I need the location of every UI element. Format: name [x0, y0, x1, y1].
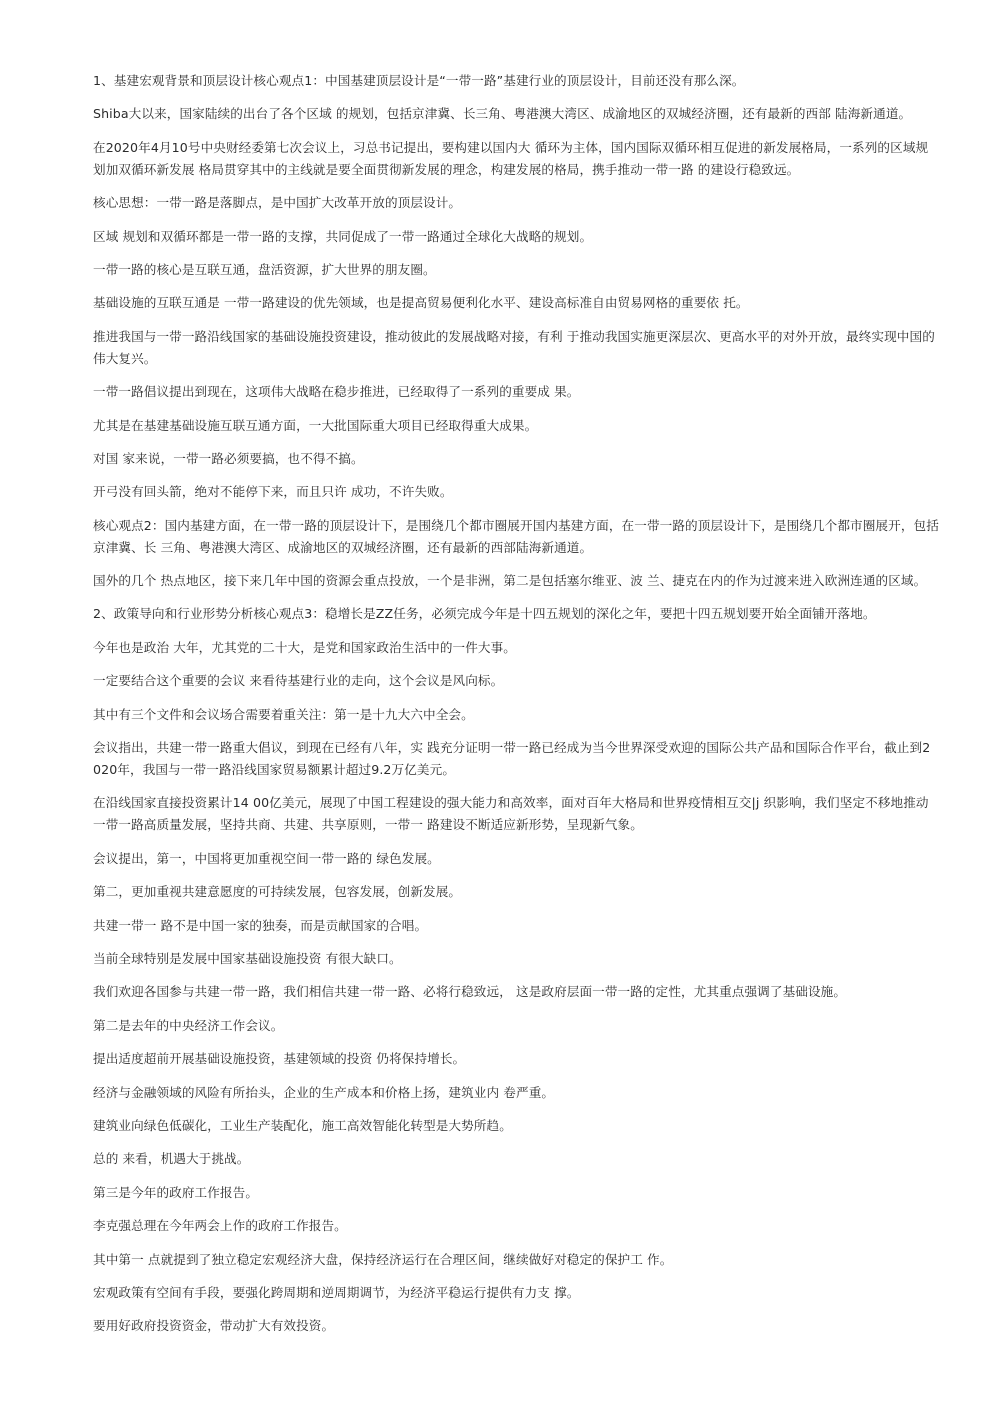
paragraph: 1、基建宏观背景和顶层设计核心观点1：中国基建顶层设计是“一带一路”基建行业的顶层设计，目前还没有那么深。: [93, 73, 745, 88]
paragraph: 宏观政策有空间有手段，要强化跨周期和逆周期调节，为经济平稳运行提供有力支 撑。: [93, 1284, 580, 1300]
paragraph: 要用好政府投资资金，带动扩大有效投资。: [93, 1318, 335, 1334]
paragraph: 总的 来看，机遇大于挑战。: [93, 1151, 250, 1167]
paragraph: 其中第一 点就提到了独立稳定宏观经济大盘，保持经济运行在合理区间，继续做好对稳定的保护工 作。: [93, 1251, 673, 1267]
paragraph: 一定要结合这个重要的会议 来看待基建行业的走向，这个会议是风向标。: [93, 673, 504, 689]
paragraph: 第二，更加重视共建意愿度的可持续发展，包容发展，创新发展。: [93, 884, 462, 900]
paragraph: 第二是去年的中央经济工作会议。: [93, 1017, 284, 1033]
paragraph: 当前全球特别是发展中国家基础设施投资 有很大缺口。: [93, 950, 402, 966]
paragraph: Shiba大以来，国家陆续的出台了各个区域 的规划，包括京津冀、长三角、粤港澳大湾区、成渝地区的双城经济圈，还有最新的西部 陆海新通道。: [93, 106, 912, 122]
paragraph: 建筑业向绿色低碳化，工业生产装配化，施工高效智能化转型是大势所趋。: [93, 1117, 512, 1133]
paragraph: 2、政策导向和行业形势分析核心观点3：稳增长是ZZ任务，必须完成今年是十四五规划的深化之年，要把十四五规划要开始全面铺开落地。: [93, 606, 876, 622]
paragraph: 会议指出，共建一带一路重大倡议，到现在已经有八年，实 践充分证明一带一路已经成为当今世界深受欢迎的国际公共产品和国际合作平台，截止到2 020年，我国与一带一路沿线国家贸易额累计超过9.2万亿美元。: [93, 740, 931, 778]
paragraph: 一带一路的核心是互联互通，盘活资源，扩大世界的朋友圈。: [93, 261, 436, 277]
paragraph: 第三是今年的政府工作报告。: [93, 1184, 259, 1200]
paragraph: 在2020年4月10号中央财经委第七次会议上，习总书记提出，要构建以国内大 循环为主体，国内国际双循环相互促进的新发展格局，一系列的区域规划加双循环新发展 格局贯穿其中的主线就是要全面贯彻新发展的理念，构建发展的格局，携手推动一带一路 的建设行稳致远。: [93, 139, 929, 177]
paragraph: 国外的几个 热点地区，接下来几年中国的资源会重点投放，一个是非洲，第二是包括塞尔维亚、波 兰、捷克在内的作为过渡来进入欧洲连通的区域。: [93, 573, 927, 589]
paragraph: 区域 规划和双循环都是一带一路的支撑，共同促成了一带一路通过全球化大战略的规划。: [93, 228, 593, 244]
paragraph: 一带一路倡议提出到现在，这项伟大战略在稳步推进，已经取得了一系列的重要成 果。: [93, 384, 580, 400]
paragraph: 推进我国与一带一路沿线国家的基础设施投资建设，推动彼此的发展战略对接，有利 于推动我国实施更深层次、更高水平的对外开放，最终实现中国的伟大复兴。: [93, 328, 935, 366]
paragraph: 开弓没有回头箭，绝对不能停下来，而且只许 成功，不许失败。: [93, 484, 453, 500]
paragraph: 经济与金融领域的风险有所抬头，企业的生产成本和价格上扬，建筑业内 卷严重。: [93, 1084, 555, 1100]
paragraph: 我们欢迎各国参与共建一带一路，我们相信共建一带一路、必将行稳致远， 这是政府层面一带一路的定性，尤其重点强调了基础设施。: [93, 984, 847, 1000]
paragraph: 李克强总理在今年两会上作的政府工作报告。: [93, 1218, 347, 1234]
paragraph: 尤其是在基建基础设施互联互通方面，一大批国际重大项目已经取得重大成果。: [93, 417, 538, 433]
paragraph: 会议提出，第一，中国将更加重视空间一带一路的 绿色发展。: [93, 850, 440, 866]
paragraph: 对国 家来说，一带一路必须要搞，也不得不搞。: [93, 450, 364, 466]
paragraph: 其中有三个文件和会议场合需要着重关注：第一是十九大六中全会。: [93, 706, 474, 722]
paragraph: 共建一带一 路不是中国一家的独奏，而是贡献国家的合唱。: [93, 917, 428, 933]
paragraph: 基础设施的互联互通是 一带一路建设的优先领域，也是提高贸易便利化水平、建设高标准自由贸易网格的重要依 托。: [93, 295, 749, 311]
document-body: [93, 70, 940, 1337]
paragraph: 核心思想：一带一路是落脚点，是中国扩大改革开放的顶层设计。: [93, 195, 462, 211]
paragraph: 今年也是政治 大年，尤其党的二十大，是党和国家政治生活中的一件大事。: [93, 639, 516, 655]
paragraph: 核心观点2：国内基建方面，在一带一路的顶层设计下，是围绕几个都市圈展开国内基建方面，在一带一路的顶层设计下，是围绕几个都市圈展开，包括京津冀、长 三角、粤港澳大湾区、成渝地区的双城经济圈，还有最新的西部陆海新通道。: [93, 517, 939, 555]
paragraph: 在沿线国家直接投资累计14 00亿美元，展现了中国工程建设的强大能力和高效率，面对百年大格局和世界疫情相互交|j 织影响，我们坚定不移地推动一带一路高质量发展，坚持共商、共建、共享原则，一带一 路建设不断适应新形势，呈现新气象。: [93, 795, 929, 833]
paragraph: 提出适度超前开展基础设施投资，基建领域的投资 仍将保持增长。: [93, 1051, 466, 1067]
